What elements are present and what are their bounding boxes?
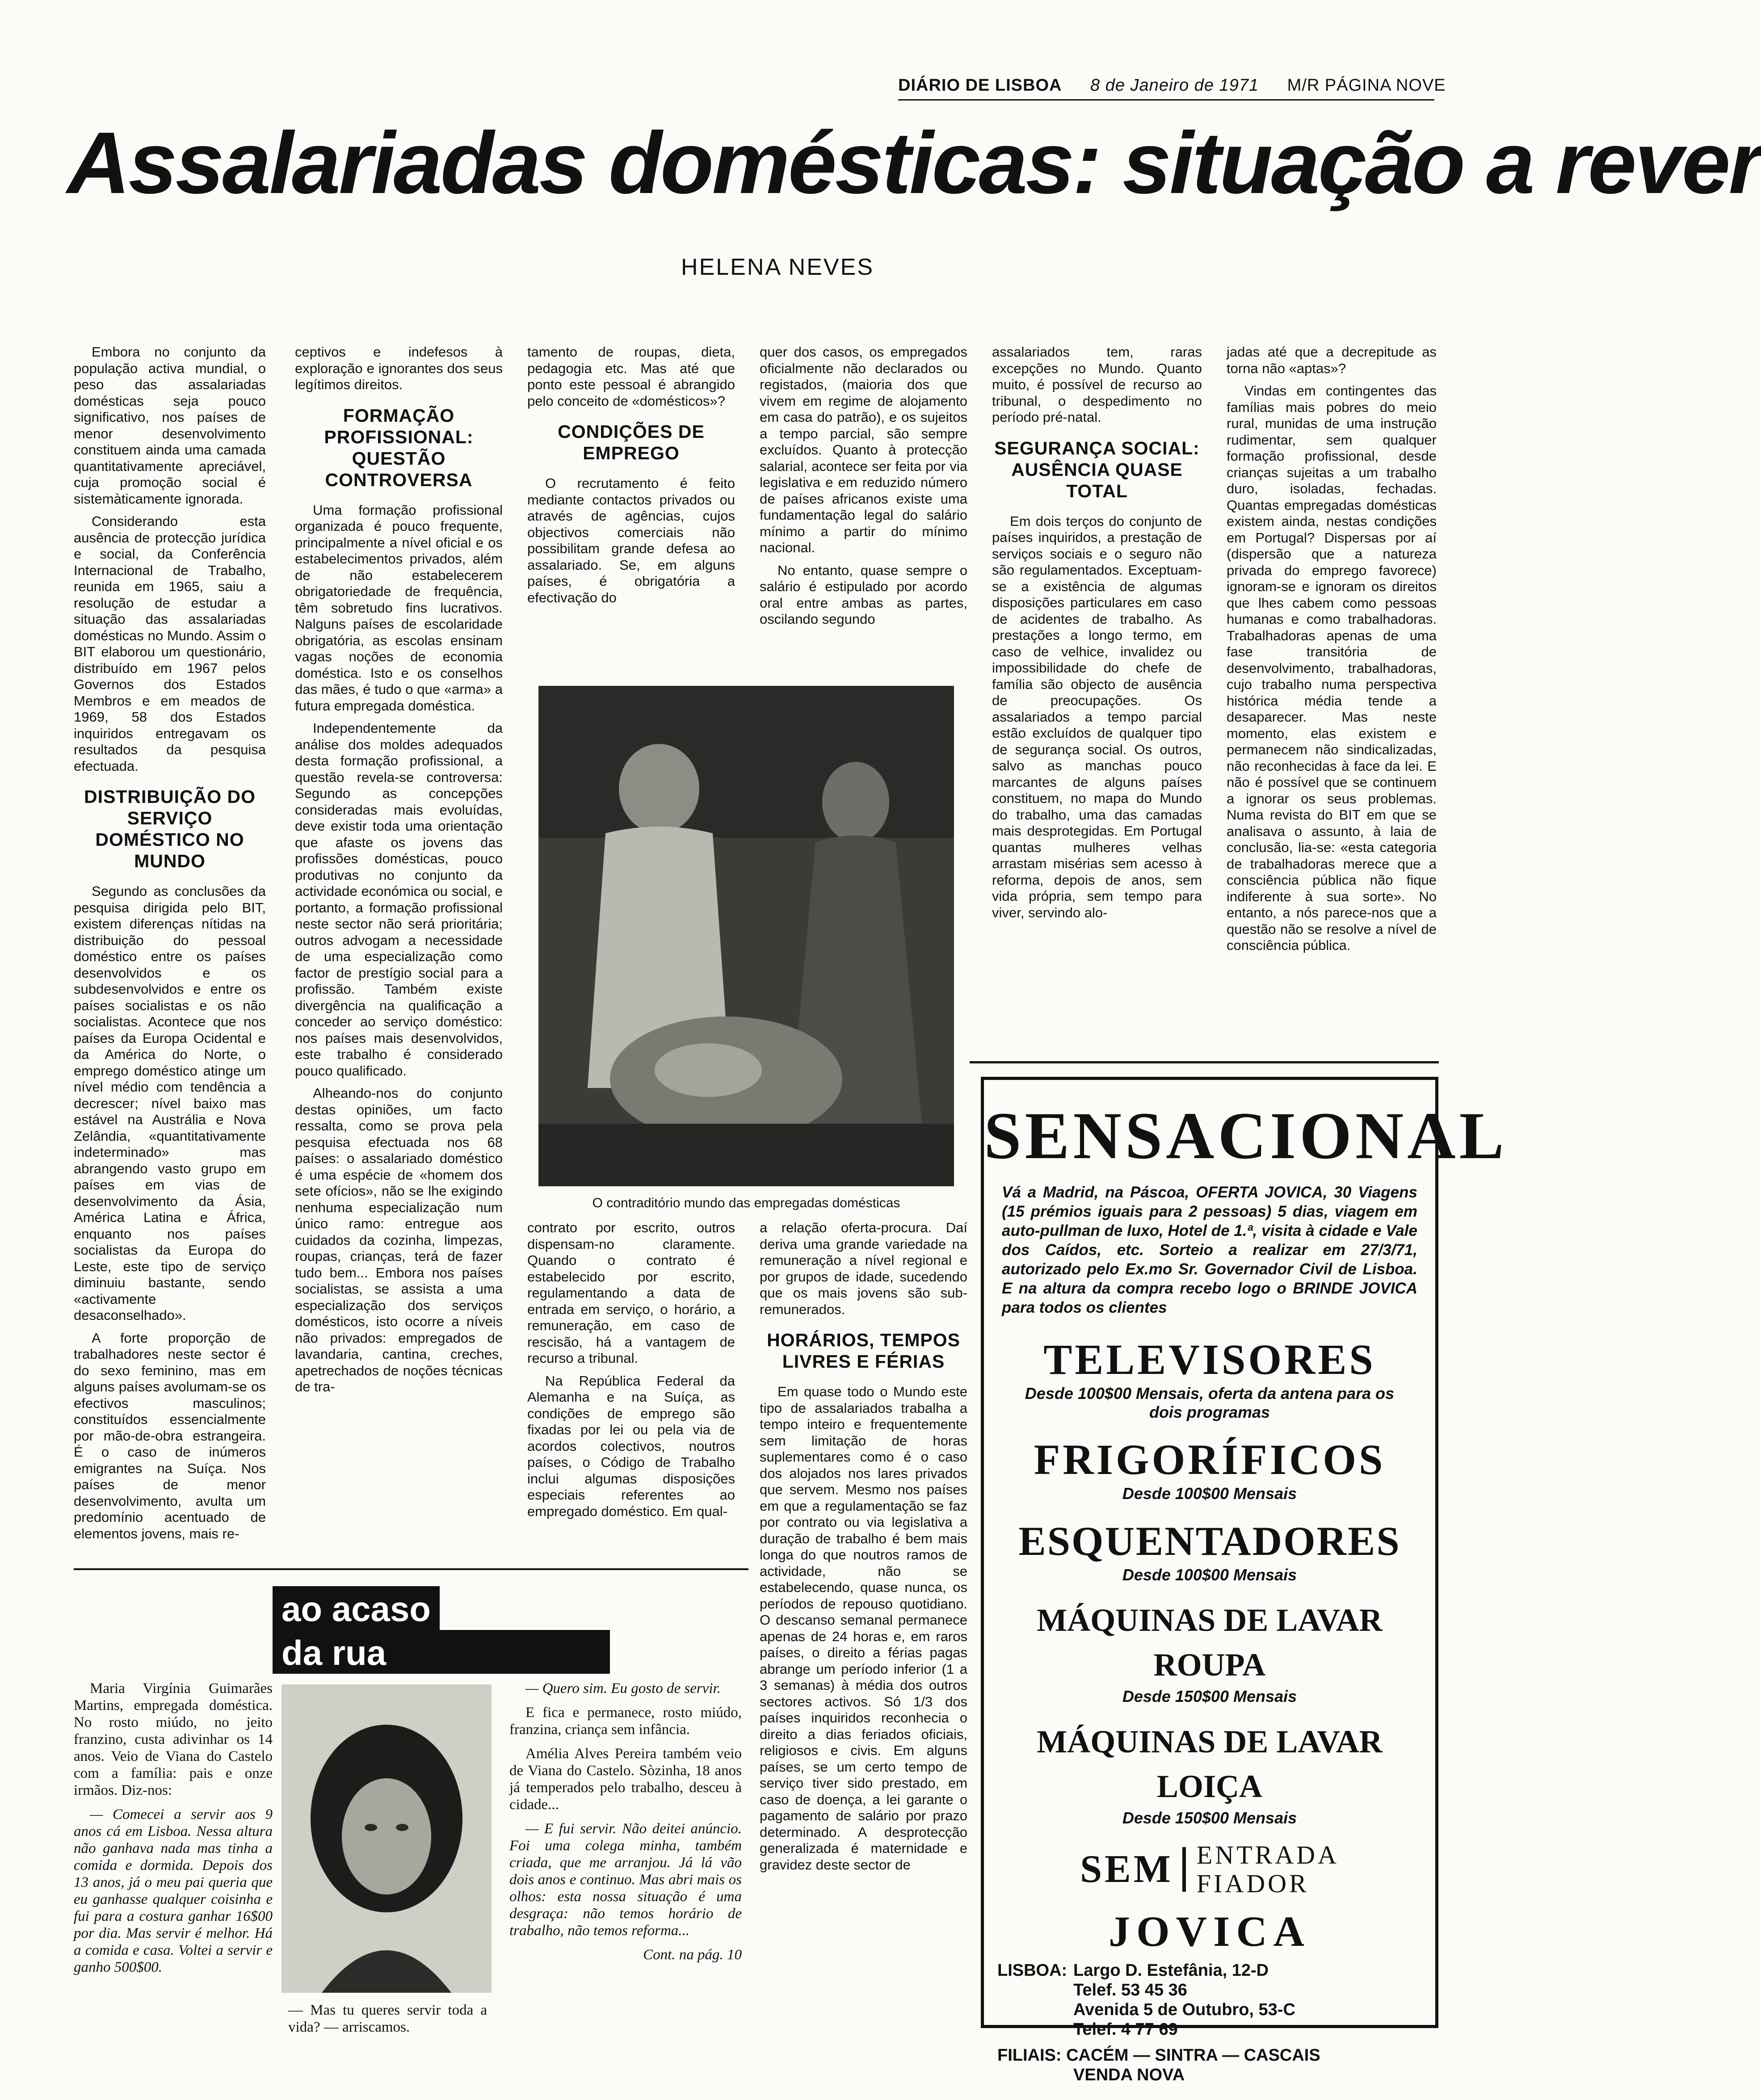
- paragraph: — Comecei a servir aos 9 anos cá em Lisboa. Nessa altura não ganhava nada mas tinha a comida e dormida. Depois dos 13 anos, já o meu pai queria que eu ganhasse qualquer coisinha e fui para a costura ganhar 16$00 por dia. Mas servir é melhor. Há a comida e casa. Voltei a servir e ganho 500$00.: [74, 1806, 273, 1975]
- paragraph: Em quase todo o Mundo este tipo de assalariados trabalha a tempo inteiro e frequentemente sem limitação de horas suplementares como é o caso dos alojados nos lares privados que servem. Mesmo nos países em que a regulamentação se faz por contrato ou via legislativa a duração de trabalho é bem mais longa do que noutros ramos de actividade, não se estabelecendo, quase nunca, os períodos de repouso quotidiano. O descanso semanal permanece apenas de 24 horas e, em raros países, o direito a férias pagas abrange um período inferior (1 a 3 semanas) à média dos outros sectores activos. Só 1/3 dos países inquiridos reconhecia o direito a dias feriados oficiais, religiosos e civis. Em alguns países, se um certo tempo de serviço tiver sido prestado, em caso de doença, a lei garante o pagamento de salário por prazo determinado. A desprotecção generalizada é maternidade e gravidez deste sector de: [760, 1384, 967, 1873]
- box-rule: [74, 1568, 748, 1570]
- paragraph: tamento de roupas, dieta, pedagogia etc. Mas até que ponto este pessoal é abrangido pelo conceito de «domésticos»?: [527, 344, 735, 409]
- ad-price-maquinas-roupa: Desde 150$00 Mensais: [1122, 1687, 1297, 1705]
- paragraph: Alheando-nos do conjunto destas opiniões, um facto ressalta, como se prova pela pesquisa efectuada nos 68 países: o assalariado doméstico é uma espécie de «homem dos sete ofícios», não se lhe exigindo nenhuma especialização num único ramo: entregue aos cuidados da cozinha, limpezas, roupas, crianças, terá de fazer tudo bem... Embora nos países socialistas, se assista a uma especialização dos serviços domésticos, isto ocorre a níveis não privados: empregados de lavandaria, cantina, creches, apetrechados de noções técnicas de tra-: [295, 1085, 503, 1394]
- article-column-6: [1227, 344, 1437, 1050]
- interview-column-3: [509, 1680, 742, 2087]
- masthead-rule: [898, 99, 1434, 101]
- paragraph: Uma formação profissional organizada é pouco frequente, principalmente a nível oficial e os estabelecimentos privados, além de não estabelecerem obrigatoriedade de frequência, têm sobretudo fins lucrativos. Nalguns países de escolaridade obrigatória, as escolas ensinam vagas noções de economia doméstica. Isto e os conselhos das mães, é tudo o que «arma» a futura empregada doméstica.: [295, 502, 503, 714]
- paragraph: contrato por escrito, outros dispensam-no claramente. Quando o contrato é estabelecido por escrito, regulamentando a data de entrada em serviço, o horário, a remuneração, em caso de rescisão, há a vantagem de recurso a tribunal.: [527, 1220, 735, 1366]
- paragraph: No entanto, quase sempre o salário é estipulado por acordo oral entre ambas as partes, oscilando segundo: [760, 562, 967, 627]
- ad-price-maquinas-loica: Desde 150$00 Mensais: [1122, 1809, 1297, 1827]
- article-column-5: [992, 344, 1202, 1050]
- issue-date: 8 de Janeiro de 1971: [1090, 76, 1259, 95]
- page-label: M/R PÁGINA NOVE: [1287, 76, 1446, 95]
- section-rule: [970, 1061, 1439, 1063]
- section-heading: HORÁRIOS, TEMPOS LIVRES E FÉRIAS: [767, 1330, 960, 1372]
- street-interview-box: [74, 1586, 748, 2087]
- ad-addresses: [984, 1956, 1435, 2085]
- paragraph: — E fui servir. Não deitei anúncio. Foi uma colega minha, também criada, que me arranjou. Já lá vão dois anos e continuo. Mas abri mais os olhos: esta nossa situação é uma desgraça: não temos horário de trabalho, não temos reforma...: [509, 1821, 742, 1939]
- paragraph: Amélia Alves Pereira também veio de Viana do Castelo. Sòzinha, 18 anos já temperados pelo trabalho, desceu à cidade...: [509, 1746, 742, 1813]
- ad-entrada-fiador: [1186, 1841, 1339, 1898]
- jovica-advertisement: [981, 1077, 1508, 2084]
- ad-offer: Vá a Madrid, na Páscoa, OFERTA JOVICA, 30 Viagens (15 prémios iguais para 2 pessoas) 5 dias, viagem em auto-pullman de luxo, Hotel de 1.ª, visita à cidade e Vale dos Caídos, etc. Sorteio a realizar em 27/3/71, autorizado pelo Ex.mo Sr. Governador Civil de Lisboa. E na altura da compra recebo logo o BRINDE JOVICA para todos os clientes: [1002, 1184, 1417, 1316]
- paragraph: quer dos casos, os empregados oficialmente não declarados ou registados, (maioria dos que vivem em regime de alojamento em casa do patrão), e os sujeitos a tempo parcial, são sempre excluídos. Quanto à protecção salarial, acontece ser feita por via legislativa e em reduzido número de países africanos existe uma fundamentação legal do salário mínimo a partir do mínimo nacional.: [760, 344, 967, 555]
- ad-entrada: ENTRADA: [1196, 1840, 1339, 1869]
- ad-address-2: Avenida 5 de Outubro, 53-C: [1073, 2000, 1295, 2019]
- article-column-3-top: [527, 344, 735, 666]
- ad-branches: FILIAIS: CACÉM — SINTRA — CASCAIS: [997, 2046, 1320, 2065]
- paragraph: assalariados tem, raras excepções no Mundo. Quanto muito, é possível de recurso ao tribunal, o despedimento no período pré-natal.: [992, 344, 1202, 425]
- photo-caption: O contraditório mundo das empregadas domésticas: [592, 1196, 900, 1210]
- domestic-workers-photo-icon: [538, 686, 954, 1186]
- ad-price-televisores: Desde 100$00 Mensais, oferta da antena para os dois programas: [1025, 1384, 1395, 1421]
- ad-address-1: Largo D. Estefânia, 12-D: [1073, 1961, 1269, 1980]
- headline: Assalariadas domésticas: situação a rever: [67, 114, 1761, 212]
- paragraph: Independentemente da análise dos moldes adequados desta formação profissional, a questão revela-se controversa: Segundo as concepções consideradas mais evoluídas, deve existir toda uma orientação que afaste os jovens das profissões domésticas, pouco produtivas no conjunto da actividade económica ou social, e portanto, a formação profissional neste sector não será prioritária; outros advogam a necessidade de uma especialização como factor de prestígio social para a profissão. Também existe divergência na qualificação a conceder ao serviço doméstico: nos países mais desenvolvidos, este trabalho é considerado pouco qualificado.: [295, 720, 503, 1079]
- box-title-line2: da rua: [273, 1630, 610, 1674]
- article-column-4-bottom: [760, 1220, 967, 2096]
- interview-photo: [282, 1684, 492, 1993]
- ad-phone-2: Telef. 4 77 69: [1073, 2020, 1178, 2039]
- newspaper-name: DIÁRIO DE LISBOA: [898, 76, 1062, 95]
- section-heading: DISTRIBUIÇÃO DO SERVIÇO DOMÉSTICO NO MUNDO: [84, 786, 256, 871]
- article-column-4-top: [760, 344, 967, 666]
- box-title-line1: ao acaso: [273, 1586, 440, 1630]
- paragraph: — Quero sim. Eu gosto de servir.: [525, 1680, 721, 1697]
- ad-no-deposit: [984, 1841, 1435, 1898]
- section-heading: CONDIÇÕES DE EMPREGO: [558, 421, 705, 463]
- ad-product-esquentadores: ESQUENTADORES: [1018, 1518, 1401, 1564]
- ad-address-row-1: [997, 1961, 1422, 1980]
- paragraph: Na República Federal da Alemanha e na Suíça, as condições de emprego são fixadas por lei ou pela via de acordos colectivos, noutros países, o Código de Trabalho inclui algumas disposições especiais referentes ao empregado doméstico. Em qual-: [527, 1373, 735, 1519]
- interview-column-1: [74, 1680, 273, 2087]
- paragraph: ceptivos e indefesos à exploração e ignorantes dos seus legítimos direitos.: [295, 344, 503, 392]
- ad-fiador: FIADOR: [1196, 1869, 1309, 1898]
- article-column-2: [295, 344, 503, 1541]
- section-heading: FORMAÇÃO PROFISSIONAL: QUESTÃO CONTROVERSA: [324, 405, 474, 490]
- ad-brand: JOVICA: [1108, 1907, 1311, 1955]
- girl-portrait-photo-icon: [282, 1684, 492, 1993]
- paragraph: a relação oferta-procura. Daí deriva uma grande variedade na remuneração a nível regional e por grupos de idade, sucedendo que os mais jovens são sub-remunerados.: [760, 1220, 967, 1317]
- ad-product-televisores: TELEVISORES: [1043, 1336, 1376, 1383]
- author-byline: HELENA NEVES: [681, 254, 874, 280]
- paragraph: Vindas em contingentes das famílias mais pobres do meio rural, munidas de uma instrução rudimentar, sem qualquer formação profissional, desde crianças sujeitas a um trabalho duro, isoladas, fechadas. Quantas empregadas domésticas existem ainda, nestas condições em Portugal? Dispersas por aí (dispersão que a natureza privada do emprego favorece) ignoram-se e ignoram os direitos que lhes cabem como pessoas humanas e como trabalhadoras. Trabalhadoras apenas de uma fase transitória de desenvolvimento, trabalhadoras, cujo trabalho numa perspectiva histórica média tende a desaparecer. Mas neste momento, elas existem e permanecem não sindicalizadas, não reconhecidas à face da lei. E não é possível que se continuem a ignorar os seus problemas. Numa revista do BIT em que se analisava o assunto, à laia de conclusão, lia-se: «esta categoria de trabalhadoras merece que a consciência pública não fique indiferente à sua sorte». No entanto, a nós parece-nos que a questão não se resolve a nível de consciência pública.: [1227, 383, 1437, 953]
- ad-product-frigorificos: FRIGORÍFICOS: [1034, 1436, 1386, 1483]
- continued-note: Cont. na pág. 10: [643, 1947, 742, 1963]
- paragraph: Embora no conjunto da população activa mundial, o peso das assalariadas domésticas seja pouco significativo, nos países de menor desenvolvimento constituem ainda uma camada quantitativamente apreciável, cuja promoção social é sistemàticamente ignorada.: [74, 344, 266, 507]
- ad-phone-1: Telef. 53 45 36: [1073, 1981, 1187, 1999]
- ad-lisboa-label: LISBOA:: [997, 1961, 1068, 1980]
- ad-price-esquentadores: Desde 100$00 Mensais: [1122, 1566, 1297, 1584]
- article-column-3-bottom: [527, 1220, 735, 1568]
- ad-title: SENSACIONAL: [984, 1099, 1508, 1173]
- paragraph: Segundo as conclusões da pesquisa dirigida pelo BIT, existem diferenças nítidas na distribuição do pessoal doméstico entre os países desenvolvidos e os subdesenvolvidos e entre os países socialistas e os não socialistas. Acontece que nos países da Europa Ocidental e da América do Norte, o emprego doméstico atinge um nível médio com tendência a decrescer; nível baixo mas estável na Austrália e Nova Zelândia, «quantitativamente indeterminado» mas abrangendo vasto grupo em países em vias de desenvolvimento da Ásia, América Latina e África, enquanto nos países socialistas da Europa do Leste, este tipo de serviço diminuiu bastante, sendo «activamente desaconselhado».: [74, 883, 266, 1323]
- paragraph: Considerando esta ausência de protecção jurídica e social, da Conferência Internacional de Trabalho, reunida em 1965, saiu a resolução de estudar a situação das assalariadas domésticas no Mundo. Assim o BIT elaborou um questionário, distribuído em 1967 pelos Governos dos Estados Membros e em meados de 1969, 58 dos Estados inquiridos entregavam os resultados da pesquisa efectuada.: [74, 513, 266, 774]
- main-photo: [538, 686, 954, 1186]
- paragraph: Em dois terços do conjunto de países inquiridos, a prestação de serviços sociais e o seguro não são regulamentados. Exceptuam-se a existência de algumas disposições particulares em caso de acidentes de trabalho. As prestações a longo termo, em caso de velhice, invalidez ou impossibilidade do chefe de família são objecto de ausência de preocupações. Os assalariados a tempo parcial estão excluídos de qualquer tipo de segurança social. Os outros, salvo as manchas pouco marcantes de alguns países constituem, no mapa do Mundo do trabalho, uma das camadas mais desprotegidas. Em Portugal quantas mulheres velhas arrastam misérias sem acesso à reforma, depois de anos, sem vida própria, sem tempo para viver, servindo alo-: [992, 513, 1202, 920]
- interview-photo-caption: — Mas tu queres servir toda a vida? — arriscamos.: [288, 2002, 487, 2035]
- ad-sem: SEM: [1080, 1847, 1186, 1892]
- section-heading: SEGURANÇA SOCIAL: AUSÊNCIA QUASE TOTAL: [994, 437, 1200, 501]
- ad-branches-2: VENDA NOVA: [1073, 2066, 1185, 2084]
- ad-product-maquinas-roupa: MÁQUINAS DE LAVAR ROUPA: [1037, 1602, 1383, 1683]
- paragraph: jadas até que a decrepitude as torna não «aptas»?: [1227, 344, 1437, 376]
- paragraph: O recrutamento é feito mediante contactos privados ou através de agências, cujos objectivos comerciais não possibilitam grande defesa ao assalariado. Se, em alguns países, é obrigatória a efectivação do: [527, 475, 735, 605]
- ad-product-maquinas-loica: MÁQUINAS DE LAVAR LOIÇA: [1037, 1724, 1383, 1804]
- article-column-1: [74, 344, 266, 1541]
- paragraph: A forte proporção de trabalhadores neste sector é do sexo feminino, mas em alguns países avolumam-se os efectivos masculinos; constituídos essencialmente por mão-de-obra estrangeira. É o caso de inúmeros emigrantes na Suíça. Nos países de menor desenvolvimento, avulta um predomínio acentuado de elementos jovens, mais re-: [74, 1330, 266, 1541]
- masthead: [898, 76, 1446, 95]
- ad-price-frigorificos: Desde 100$00 Mensais: [1122, 1484, 1297, 1503]
- paragraph: Maria Virgínia Guimarães Martins, empregada doméstica. No rosto miúdo, no jeito franzino, custa adivinhar os 14 anos. Veio de Viana do Castelo com a família: pais e onze irmãos. Diz-nos:: [74, 1680, 273, 1798]
- paragraph: E fica e permanece, rosto miúdo, franzina, criança sem infância.: [509, 1705, 742, 1738]
